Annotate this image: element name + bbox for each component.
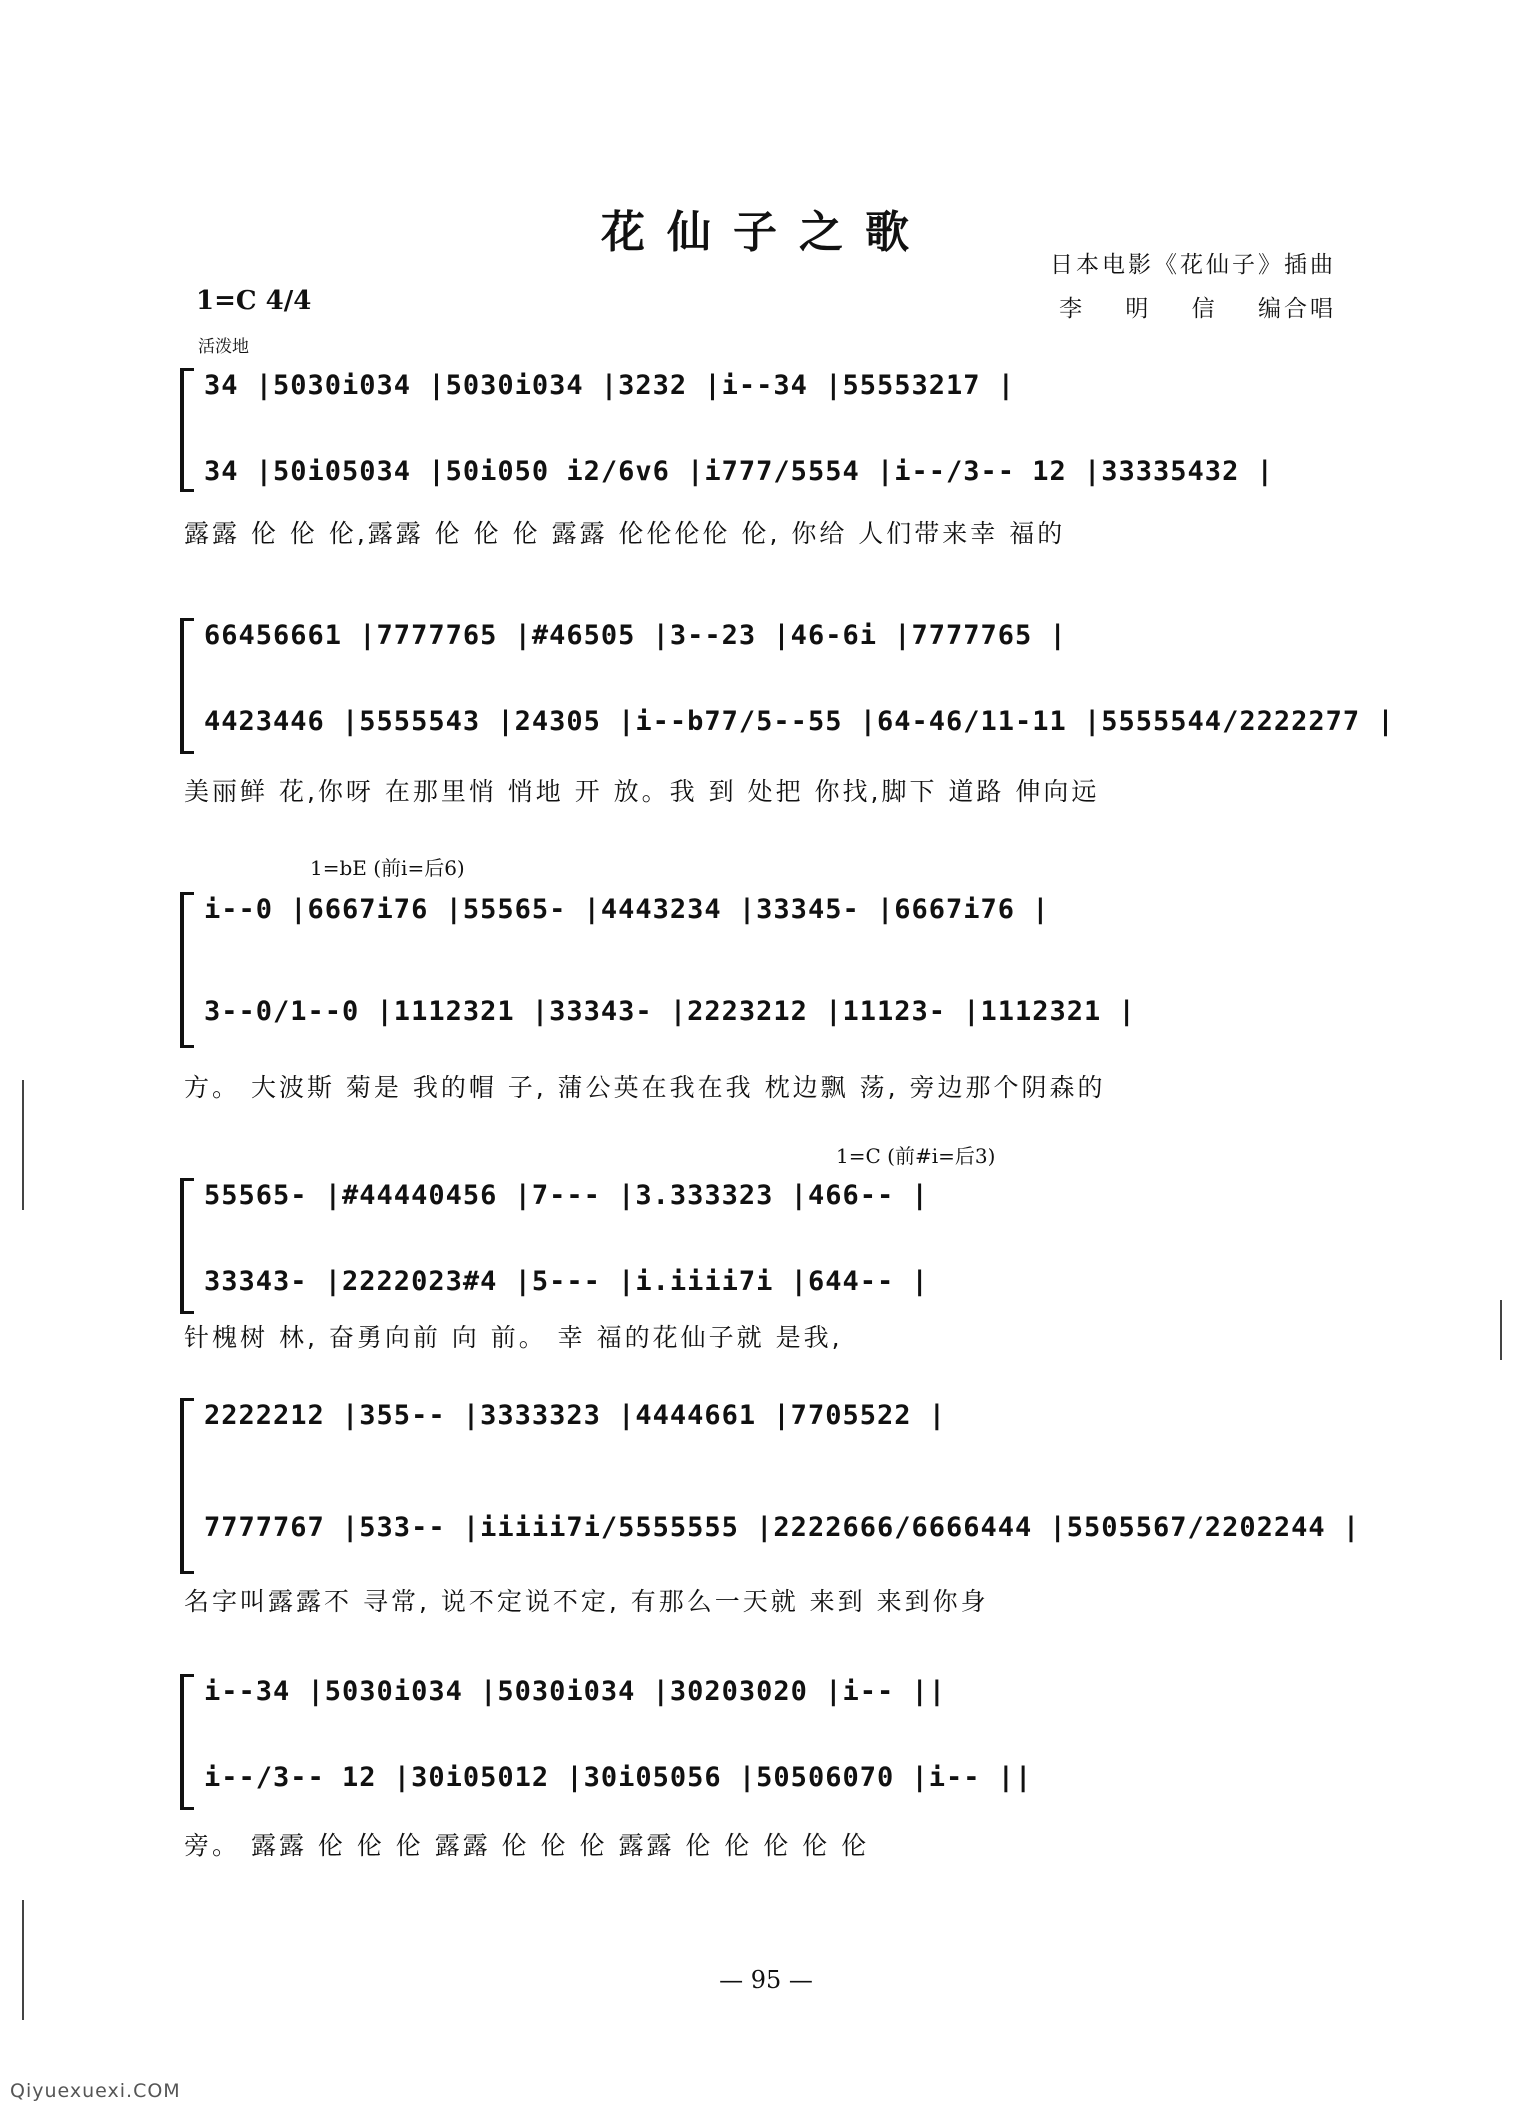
page-number: — 95 —	[719, 1966, 813, 1994]
lower-voice-line: 3--0/1--0 |1112321 |33343- |2223212 |11123- |1112321 |	[204, 996, 1136, 1027]
upper-voice-line: i--0 |6667i76 |55565- |4443234 |33345- |6667i76 |	[204, 894, 1050, 925]
system-brace	[180, 892, 194, 1048]
modulation-marking: 1=bE (前i=后6)	[310, 856, 465, 880]
system-brace	[180, 1674, 194, 1810]
upper-voice-line: 66456661 |7777765 |#46505 |3--23 |46-6i |7777765 |	[204, 620, 1067, 651]
song-arranger: 李 明 信 编合唱	[1059, 296, 1336, 322]
modulation-marking: 1=C (前#i=后3)	[836, 1144, 996, 1168]
score-system-1	[170, 360, 1350, 560]
system-brace	[180, 368, 194, 492]
tempo-marking: 活泼地	[198, 337, 249, 357]
site-watermark: Qiyuexuexi.COM	[10, 2080, 181, 2102]
system-brace	[180, 1398, 194, 1574]
song-title: 花仙子之歌	[601, 207, 931, 258]
lower-voice-line: 4423446 |5555543 |24305 |i--b77/5--55 |64-46/11-11 |5555544/2222277 |	[204, 706, 1395, 737]
scan-edge-line	[22, 1900, 24, 2020]
score-system-3	[170, 852, 1350, 1112]
lower-voice-line: 33343- |2222023#4 |5--- |i.iiii7i |644-- |	[204, 1266, 929, 1297]
lyrics-line: 美丽鲜 花,你呀 在那里悄 悄地 开 放。我 到 处把 你找,脚下 道路 伸向远	[184, 777, 1100, 806]
upper-voice-line: i--34 |5030i034 |5030i034 |30203020 |i-- ||	[204, 1676, 946, 1707]
key-signature: 1=C 4/4	[196, 286, 312, 316]
lyrics-line: 名字叫露露不 寻常, 说不定说不定, 有那么一天就 来到 来到你身	[184, 1587, 989, 1616]
system-brace	[180, 1178, 194, 1314]
score-system-4	[170, 1140, 1350, 1360]
upper-voice-line: 34 |5030i034 |5030i034 |3232 |i--34 |55553217 |	[204, 370, 1016, 401]
lyrics-line: 方。 大波斯 菊是 我的帽 子, 蒲公英在我在我 枕边飘 荡, 旁边那个阴森的	[184, 1073, 1106, 1102]
lyrics-line: 针槐树 林, 奋勇向前 向 前。 幸 福的花仙子就 是我,	[184, 1323, 843, 1352]
scan-edge-line	[1500, 1300, 1502, 1360]
score-system-2	[170, 610, 1395, 810]
scan-edge-line	[22, 1080, 24, 1210]
upper-voice-line: 2222212 |355-- |3333323 |4444661 |7705522 |	[204, 1400, 946, 1431]
lower-voice-line: 34 |50i05034 |50i050 i2/6v6 |i777/5554 |i--/3-- 12 |33335432 |	[204, 456, 1274, 487]
lower-voice-line: i--/3-- 12 |30i05012 |30i05056 |50506070 |i-- ||	[204, 1762, 1033, 1793]
upper-voice-line: 55565- |#44440456 |7--- |3.333323 |466-- |	[204, 1180, 929, 1211]
song-source: 日本电影《花仙子》插曲	[1050, 252, 1336, 278]
system-brace	[180, 618, 194, 754]
score-system-5	[170, 1390, 1361, 1630]
score-system-6	[170, 1666, 1350, 1886]
lyrics-line: 旁。 露露 伦 伦 伦 露露 伦 伦 伦 露露 伦 伦 伦 伦 伦	[184, 1831, 870, 1860]
lower-voice-line: 7777767 |533-- |iiiii7i/5555555 |2222666/6666444 |5505567/2202244 |	[204, 1512, 1361, 1543]
lyrics-line: 露露 伦 伦 伦,露露 伦 伦 伦 露露 伦伦伦伦 伦, 你给 人们带来幸 福的	[184, 519, 1066, 548]
